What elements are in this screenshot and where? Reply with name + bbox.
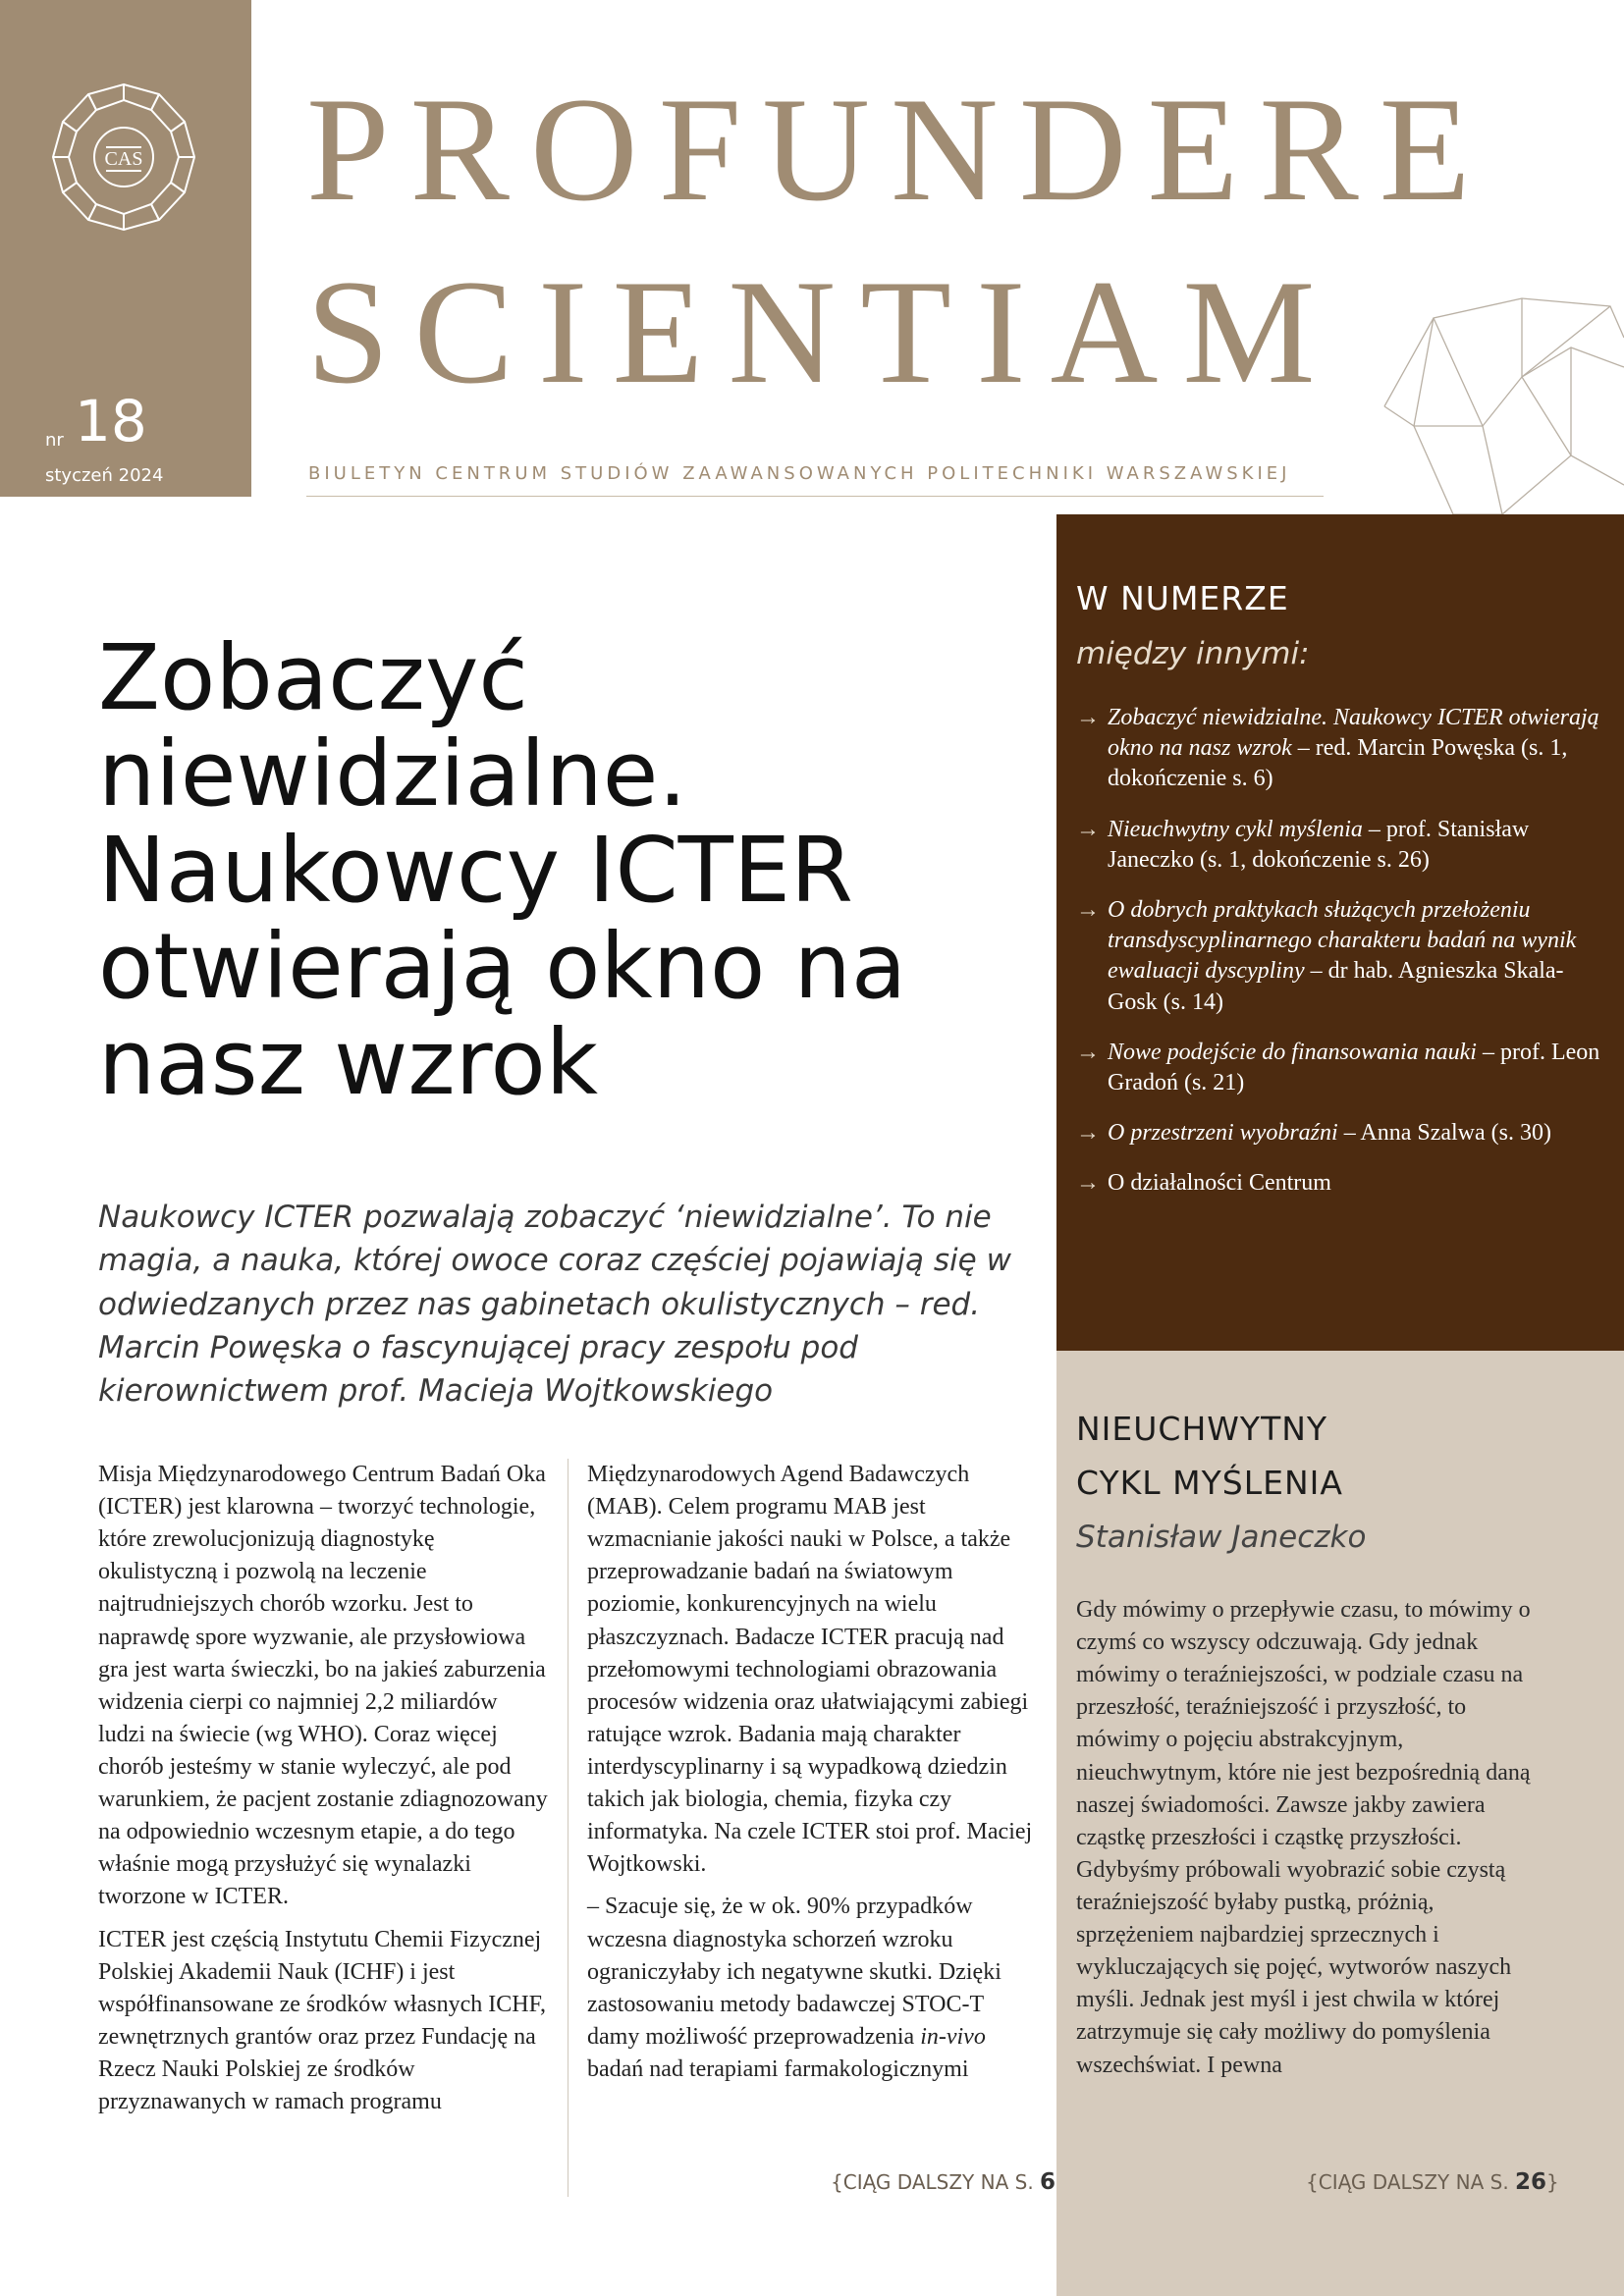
toc-subtitle: między innymi: [1076, 636, 1310, 671]
continued-link-sidebar[interactable] [1306, 2169, 1559, 2195]
arrow-right-icon: → [1076, 705, 1100, 730]
sidebar-title-line: NIEUCHWYTNY [1076, 1410, 1328, 1448]
toc-item[interactable] [1076, 815, 1606, 876]
article-paragraph: Misja Międzynarodowego Centrum Badań Oka (ICTER) jest klarowna – tworzyć technologie, które zrewolucjonizują diagnostykę okulistyczną i pozwolą na leczenie najtrudniejszych chorób wzorku. Jest to naprawdę spore wyzwanie, ale przysłowiowa gra jest warta świeczki, bo na jakieś zaburzenia widzenia cierpi co najmniej 2,2 miliardów ludzi na świecie (wg WHO). Coraz więcej chorób jesteśmy w stanie wyleczyć, ale pod warunkiem, że pacjent zostanie zdiagnozowany na odpowiednio wczesnym etapie, a do tego właśnie mogą przysłużyć się wynalazki tworzone w ICTER. [98, 1462, 548, 1910]
sidebar-author: Stanisław Janeczko [1076, 1520, 1367, 1555]
article-column-1 [98, 1459, 550, 2128]
arrow-right-icon: → [1076, 1170, 1100, 1197]
masthead-line-2: SCIENTIAM [306, 249, 1340, 414]
paragraph-text: – Szacuje się, że w ok. 90% przypadków wczesna diagnostyka schorzeń wzroku ograniczyłaby ich negatywne skutki. Dzięki zastosowaniu metody badawczej STOC-T damy możliwość przeprowadzenia [587, 1894, 1001, 2050]
toc-item[interactable] [1076, 895, 1606, 1018]
article-headline: Zobaczyć niewidzialne. Naukowcy ICTER otwierają okno na nasz wzrok [98, 624, 907, 1115]
toc-item[interactable] [1076, 1038, 1606, 1098]
arrow-right-icon: → [1076, 1120, 1100, 1147]
toc-item-title: Nowe podejście do finansowania nauki [1108, 1039, 1477, 1065]
continued-suffix: } [1546, 2170, 1559, 2194]
toc-item-details: – prof. Stanisław Janeczko (s. 1, dokończenie s. 26) [1108, 816, 1530, 873]
continued-prefix: {CIĄG DALSZY NA S. [831, 2170, 1034, 2194]
arrow-right-icon: → [1076, 1039, 1100, 1065]
continued-prefix: {CIĄG DALSZY NA S. [1306, 2170, 1509, 2194]
article-paragraph: Międzynarodowych Agend Badawczych (MAB). Celem programu MAB jest wzmacnianie jakości nauki w Polsce, a także przeprowadzanie badań na światowym poziomie, konkurencyjnych na wielu płaszczyznach. Badacze ICTER pracują nad przełomowymi technologiami obrazowania procesów widzenia oraz ułatwiającymi zabiegi ratujące wzrok. Badania mają charakter interdyscyplinarny i są wypadkową dziedzin takich jak biologia, chemia, fizyka czy informatyka. Na czele ICTER stoi prof. Maciej Wojtkowski. [587, 1462, 1033, 1878]
continued-page: 26 [1515, 2169, 1547, 2195]
toc-item-title: O dobrych praktykach służących przełożeniu transdyscyplinarnego charakteru badań na wynik ewaluacji dyscypliny [1108, 896, 1577, 985]
masthead-rule [306, 496, 1324, 497]
article-paragraph: ICTER jest częścią Instytutu Chemii Fizycznej Polskiej Akademii Nauk (ICHF) i jest współfinansowane ze środków własnych ICHF, zewnętrznych grantów oraz przez Fundację na Rzecz Nauki Polskiej ze środków przyznawanych w ramach programu [98, 1926, 546, 2115]
toc-item-details: – red. Marcin Powęska (s. 1, dokończenie s. 6) [1108, 735, 1568, 792]
geometric-decoration-icon [1375, 279, 1624, 524]
arrow-right-icon: → [1076, 896, 1100, 923]
continued-link-article[interactable] [831, 2169, 1068, 2195]
toc-item[interactable] [1076, 1118, 1606, 1148]
paragraph-text: badań nad terapiami farmakologicznymi [587, 2056, 969, 2082]
toc-item-title: Zobaczyć niewidzialne. Naukowcy ICTER otwierają okno na nasz wzrok [1108, 705, 1599, 762]
cas-logo-icon [45, 79, 202, 236]
logo-text: CAS [104, 148, 143, 170]
brand-panel [0, 0, 251, 497]
toc-item[interactable] [1076, 703, 1606, 795]
toc-item-title: Nieuchwytny cykl myślenia [1108, 816, 1363, 842]
toc-item-details: – Anna Szalwa (s. 30) [1337, 1120, 1551, 1147]
paragraph-emphasis: in-vivo [920, 2023, 986, 2050]
sidebar-title [1076, 1402, 1587, 1511]
toc-title: W NUMERZE [1076, 579, 1289, 617]
masthead-subtitle: BIULETYN CENTRUM STUDIÓW ZAAWANSOWANYCH POLITECHNIKI WARSZAWSKIEJ [308, 463, 1291, 484]
article-paragraph [587, 1891, 1039, 2086]
toc-item-title: O przestrzeni wyobraźni [1108, 1120, 1338, 1147]
masthead-line-1: PROFUNDERE [306, 67, 1491, 232]
toc-list [1076, 703, 1606, 1218]
article-lede: Naukowcy ICTER pozwalają zobaczyć ‘niewidzialne’. To nie magia, a nauka, której owoce coraz częściej pojawiają się w odwiedzanych przez nas gabinetach okulistycznych – red. Marcin Powęska o fascynującej pracy zespołu pod kierownictwem prof. Macieja Wojtkowskiego [98, 1200, 1011, 1410]
sidebar-title-line: CYKL MYŚLENIA [1076, 1464, 1343, 1503]
toc-item-details: – dr hab. Agnieszka Skala-Gosk (s. 14) [1108, 958, 1564, 1015]
toc-item-details: O działalności Centrum [1108, 1170, 1331, 1197]
toc-item[interactable] [1076, 1168, 1606, 1199]
article-column-2 [587, 1459, 1039, 2096]
issue-number: 18 [75, 388, 147, 454]
continued-page: 6 [1040, 2169, 1056, 2195]
issue-date: styczeń 2024 [45, 465, 164, 486]
sidebar-body: Gdy mówimy o przepływie czasu, to mówimy o czymś co wszyscy odczuwają. Gdy jednak mówimy o teraźniejszości, w podziale czasu na przeszłość, teraźniejszość i przyszłość, to mówimy o pojęciu abstrakcyjnym, nieuchwytnym, które nie jest bezpośrednią daną naszej świadomości. Zawsze jakby zawiera cząstkę przeszłości i cząstkę przyszłości. Gdybyśmy próbowali wyobrazić sobie czystą teraźniejszość byłaby pustką, próżnią, sprzężeniem najbardziej sprzecznych i wykluczających się pojęć, wytworów naszych myśli. Jednak jest myśl i jest chwila w której zatrzymuje się cały możliwy do pomyślenia wszechświat. I pewna [1076, 1597, 1531, 2078]
arrow-right-icon: → [1076, 816, 1100, 842]
toc-item-details: – prof. Leon Gradoń (s. 21) [1108, 1039, 1600, 1095]
issue-prefix: nr [45, 430, 64, 451]
